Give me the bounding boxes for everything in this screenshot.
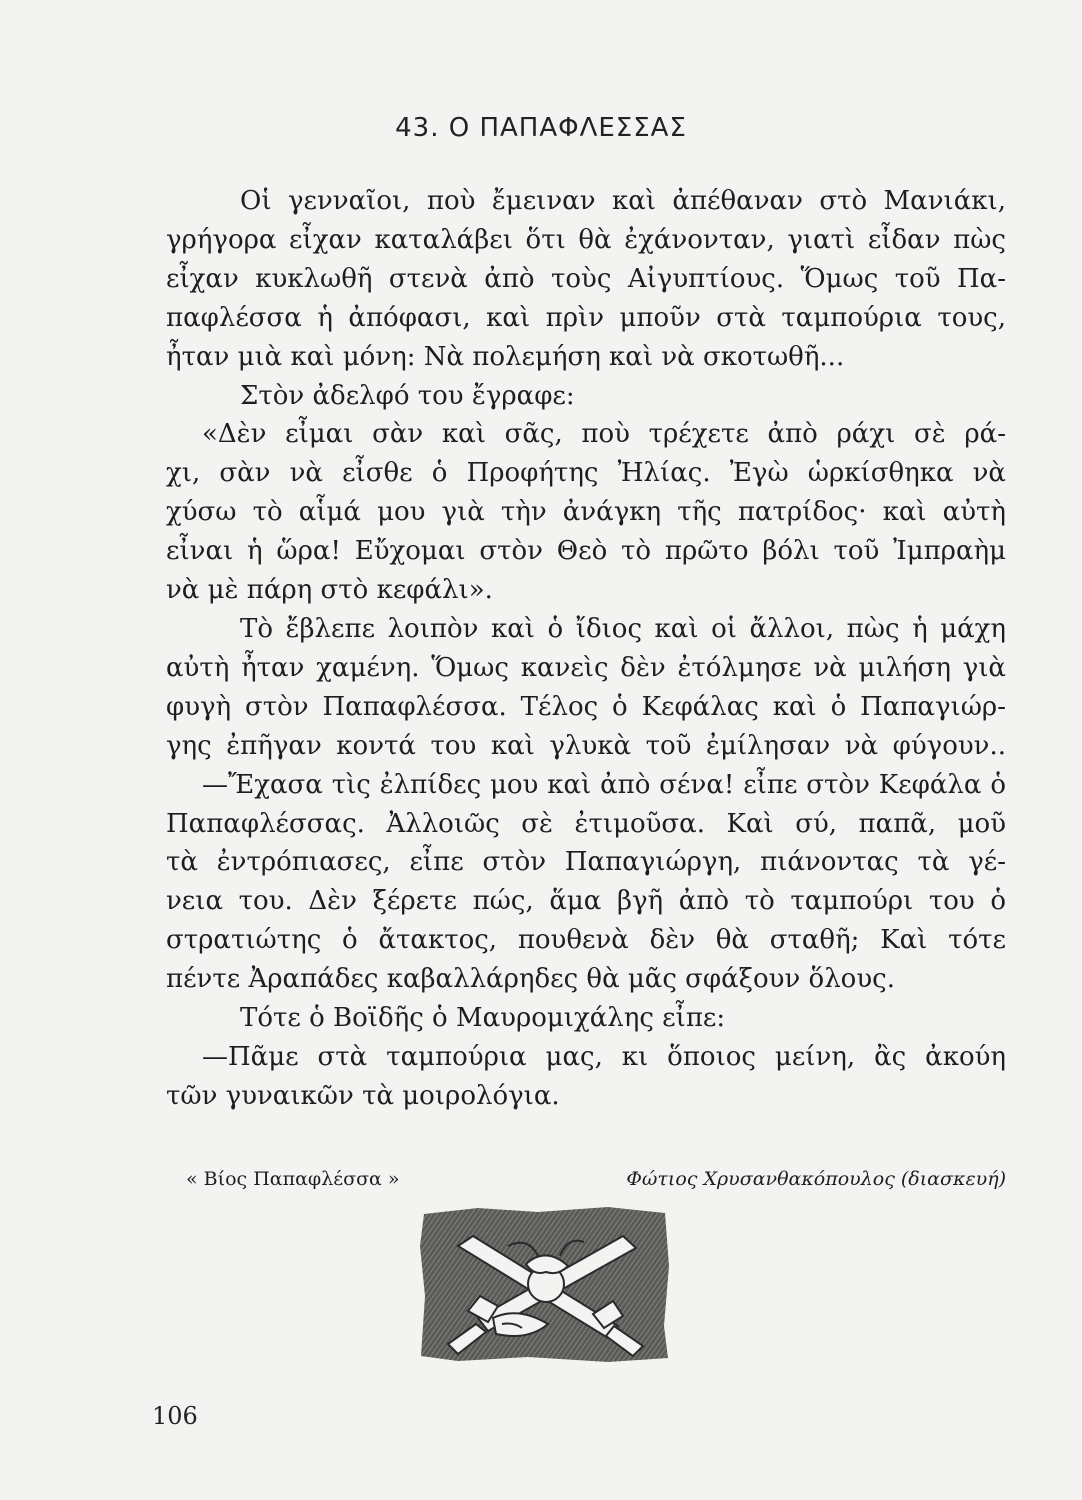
text-line: φυγὴ στὸν Παπαφλέσσα. Τέλος ὁ Κεφάλας καὶ ὁ Παπαγιώρ- xyxy=(166,691,1006,722)
text-line: Παπαφλέσσας. Ἀλλοιῶς σὲ ἐτιμοῦσα. Καὶ σύ, παπᾶ, μοῦ xyxy=(166,808,1006,839)
chapter-body xyxy=(166,182,1006,1116)
text-line: —Πᾶμε στὰ ταμπούρια μας, κι ὅποιος μείνη, ἂς ἀκούη xyxy=(202,1041,1006,1072)
page-number: 106 xyxy=(152,1402,198,1430)
text-line: εἶναι ἡ ὥρα! Εὔχομαι στὸν Θεὸ τὸ πρῶτο βόλι τοῦ Ἰμπραὴμ xyxy=(166,536,1006,567)
text-line: εἶχαν κυκλωθῆ στενὰ ἀπὸ τοὺς Αἰγυπτίους. Ὅμως τοῦ Πα- xyxy=(166,263,1006,294)
text-line: χι, σὰν νὰ εἶσθε ὁ Προφήτης Ἠλίας. Ἐγὼ ὡρκίσθηκα νὰ xyxy=(166,458,1006,489)
text-line: νὰ μὲ πάρη στὸ κεφάλι». xyxy=(166,575,493,606)
text-line: αὐτὴ ἦταν χαμένη. Ὅμως κανεὶς δὲν ἐτόλμησε νὰ μιλήση γιὰ xyxy=(166,652,1006,683)
text-line: ἦταν μιὰ καὶ μόνη: Νὰ πολεμήση καὶ νὰ σκοτωθῆ... xyxy=(166,341,845,372)
text-line: γρήγορα εἶχαν καταλάβει ὅτι θὰ ἐχάνονταν, γιατὶ εἶδαν πὼς xyxy=(166,224,1006,255)
text-line: στρατιώτης ὁ ἄτακτος, πουθενὰ δὲν θὰ σταθῆ; Καὶ τότε xyxy=(166,925,1006,956)
text-line: χύσω τὸ αἷμά μου γιὰ τὴν ἀνάγκη τῆς πατρίδος· καὶ αὐτὴ xyxy=(166,497,1006,528)
text-line: Στὸν ἀδελφό του ἔγραφε: xyxy=(240,380,575,411)
text-line: τὰ ἐντρόπιασες, εἶπε στὸν Παπαγιώργη, πιάνοντας τὰ γέ- xyxy=(166,847,1006,878)
text-line: γης ἐπῆγαν κοντά του καὶ γλυκὰ τοῦ ἐμίλησαν νὰ φύγουν.. xyxy=(166,730,1006,761)
text-line: Οἱ γενναῖοι, ποὺ ἔμειναν καὶ ἀπέθαναν στὸ Μανιάκι, xyxy=(240,186,1006,216)
text-line: τῶν γυναικῶν τὰ μοιρολόγια. xyxy=(166,1080,560,1111)
source-citation xyxy=(186,1168,1006,1190)
source-author: Φώτιος Χρυσανθακόπουλος (διασκευή) xyxy=(626,1168,1006,1190)
text-line: «Δὲν εἶμαι σὰν καὶ σᾶς, ποὺ τρέχετε ἀπὸ ράχι σὲ ρά- xyxy=(202,419,1006,450)
text-line: Τὸ ἔβλεπε λοιπὸν καὶ ὁ ἴδιος καὶ οἱ ἄλλοι, πὼς ἡ μάχη xyxy=(240,613,1006,644)
crossed-swords-woodcut-icon xyxy=(418,1206,671,1363)
text-line: Τότε ὁ Βοϊδῆς ὁ Μαυρομιχάλης εἶπε: xyxy=(240,1003,726,1034)
source-work: « Βίος Παπαφλέσσα » xyxy=(186,1168,400,1190)
text-line: νεια του. Δὲν ξέρετε πώς, ἅμα βγῆ ἀπὸ τὸ ταμπούρι του ὁ xyxy=(166,886,1006,917)
chapter-title: 43. Ο ΠΑΠΑΦΛΕΣΣΑΣ xyxy=(395,113,687,143)
text-line: παφλέσσα ἡ ἀπόφασι, καὶ πρὶν μποῦν στὰ ταμπούρια τους, xyxy=(166,302,1006,333)
text-line: πέντε Ἀραπάδες καβαλλάρηδες θὰ μᾶς σφάξουν ὅλους. xyxy=(166,964,895,995)
text-line: —Ἔχασα τὶς ἐλπίδες μου καὶ ἀπὸ σένα! εἶπε στὸν Κεφάλα ὁ xyxy=(202,769,1006,800)
